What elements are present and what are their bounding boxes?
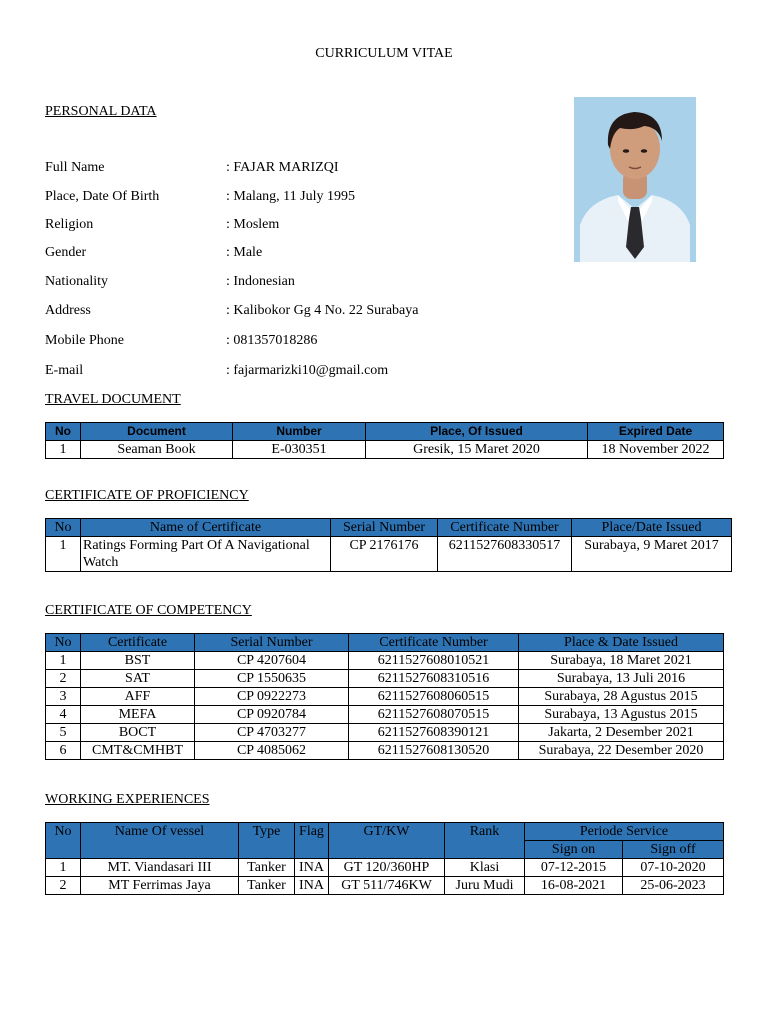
field-label: Address — [45, 303, 91, 318]
table-cell: 6 — [46, 742, 81, 760]
table-cell: GT 511/746KW — [329, 877, 445, 895]
field-value: : Moslem — [226, 217, 280, 232]
header-cell: No — [46, 423, 81, 441]
header-cell: Expired Date — [588, 423, 724, 441]
competency-table — [45, 633, 724, 760]
field-full-name — [45, 160, 665, 178]
table-cell: Jakarta, 2 Desember 2021 — [519, 724, 724, 742]
field-address — [45, 303, 665, 321]
header-cell: Rank — [445, 823, 525, 859]
table-cell: 6211527608060515 — [349, 688, 519, 706]
table-row — [46, 688, 724, 706]
table-cell: 07-10-2020 — [623, 859, 724, 877]
table-row — [46, 877, 724, 895]
field-label: Religion — [45, 217, 94, 232]
table-cell: 6211527608330517 — [438, 537, 572, 572]
table-cell: Surabaya, 22 Desember 2020 — [519, 742, 724, 760]
person-portrait-icon — [574, 97, 696, 262]
table-cell: AFF — [81, 688, 195, 706]
header-cell: Place & Date Issued — [519, 634, 724, 652]
table-cell: Juru Mudi — [445, 877, 525, 895]
table-cell: 1 — [46, 652, 81, 670]
table-header-row — [46, 519, 732, 537]
table-row — [46, 537, 732, 572]
table-cell: 4 — [46, 706, 81, 724]
table-cell: Surabaya, 13 Juli 2016 — [519, 670, 724, 688]
table-cell: Tanker — [239, 859, 295, 877]
field-label: Full Name — [45, 160, 105, 175]
personal-data-heading: PERSONAL DATA — [45, 104, 157, 119]
table-cell: 18 November 2022 — [588, 441, 724, 459]
field-label: Nationality — [45, 274, 108, 289]
header-cell: No — [46, 519, 81, 537]
header-cell: GT/KW — [329, 823, 445, 859]
table-cell: 1 — [46, 859, 81, 877]
header-cell: No — [46, 823, 81, 859]
table-cell: Ratings Forming Part Of A Navigational Watch — [81, 537, 331, 572]
header-cell: Serial Number — [195, 634, 349, 652]
working-experience-table — [45, 822, 724, 895]
table-cell: BOCT — [81, 724, 195, 742]
table-cell: CP 4207604 — [195, 652, 349, 670]
table-cell: Surabaya, 13 Agustus 2015 — [519, 706, 724, 724]
table-cell: Surabaya, 9 Maret 2017 — [572, 537, 732, 572]
table-cell: Seaman Book — [81, 441, 233, 459]
table-cell: CP 2176176 — [331, 537, 438, 572]
profile-photo — [574, 97, 696, 262]
table-cell: MT Ferrimas Jaya — [81, 877, 239, 895]
field-value: : FAJAR MARIZQI — [226, 160, 339, 175]
table-cell: 1 — [46, 441, 81, 459]
field-nationality — [45, 274, 665, 292]
table-cell: 6211527608310516 — [349, 670, 519, 688]
table-header-row — [46, 634, 724, 652]
table-cell: CMT&CMHBT — [81, 742, 195, 760]
table-cell: 1 — [46, 537, 81, 572]
table-cell: 25-06-2023 — [623, 877, 724, 895]
header-cell: Certificate Number — [438, 519, 572, 537]
field-value: : Kalibokor Gg 4 No. 22 Surabaya — [226, 303, 419, 318]
table-cell: 2 — [46, 877, 81, 895]
table-cell: GT 120/360HP — [329, 859, 445, 877]
travel-document-table — [45, 422, 724, 459]
header-cell: Place, Of Issued — [366, 423, 588, 441]
header-cell: Document — [81, 423, 233, 441]
table-cell: CP 4085062 — [195, 742, 349, 760]
table-cell: 6211527608390121 — [349, 724, 519, 742]
field-label: Gender — [45, 245, 87, 260]
field-value: : Malang, 11 July 1995 — [226, 189, 355, 204]
table-row — [46, 724, 724, 742]
table-cell: MEFA — [81, 706, 195, 724]
header-cell: Serial Number — [331, 519, 438, 537]
travel-document-heading: TRAVEL DOCUMENT — [45, 392, 181, 407]
header-cell: Certificate Number — [349, 634, 519, 652]
table-cell: Gresik, 15 Maret 2020 — [366, 441, 588, 459]
table-row — [46, 706, 724, 724]
field-religion — [45, 217, 665, 235]
table-cell: 6211527608130520 — [349, 742, 519, 760]
table-row — [46, 859, 724, 877]
field-value: : Male — [226, 245, 263, 260]
table-cell: 6211527608070515 — [349, 706, 519, 724]
table-cell: CP 4703277 — [195, 724, 349, 742]
table-cell: Tanker — [239, 877, 295, 895]
table-row — [46, 670, 724, 688]
header-cell: No — [46, 634, 81, 652]
field-email — [45, 363, 665, 381]
header-cell: Place/Date Issued — [572, 519, 732, 537]
table-cell: 3 — [46, 688, 81, 706]
table-cell: 6211527608010521 — [349, 652, 519, 670]
table-cell: E-030351 — [233, 441, 366, 459]
table-cell: CP 0922273 — [195, 688, 349, 706]
field-gender — [45, 245, 665, 263]
table-cell: INA — [295, 877, 329, 895]
table-cell: CP 1550635 — [195, 670, 349, 688]
header-cell: Name of Certificate — [81, 519, 331, 537]
working-experiences-heading: WORKING EXPERIENCES — [45, 792, 210, 807]
document-title: CURRICULUM VITAE — [315, 46, 453, 61]
table-cell: 16-08-2021 — [525, 877, 623, 895]
header-cell: Sign on — [525, 841, 623, 859]
table-cell: MT. Viandasari III — [81, 859, 239, 877]
header-cell: Periode Service — [525, 823, 724, 841]
table-cell: Klasi — [445, 859, 525, 877]
table-header-row — [46, 823, 724, 841]
table-cell: INA — [295, 859, 329, 877]
table-cell: 07-12-2015 — [525, 859, 623, 877]
header-cell: Sign off — [623, 841, 724, 859]
field-label: Mobile Phone — [45, 333, 124, 348]
table-header-row — [46, 423, 724, 441]
field-birth — [45, 189, 665, 207]
table-row — [46, 441, 724, 459]
table-row — [46, 742, 724, 760]
table-row — [46, 652, 724, 670]
table-cell: SAT — [81, 670, 195, 688]
field-value: : Indonesian — [226, 274, 295, 289]
table-cell: BST — [81, 652, 195, 670]
field-label: E-mail — [45, 363, 84, 378]
competency-heading: CERTIFICATE OF COMPETENCY — [45, 603, 252, 618]
header-cell: Flag — [295, 823, 329, 859]
field-value: : 081357018286 — [226, 333, 318, 348]
proficiency-table — [45, 518, 732, 572]
table-cell: CP 0920784 — [195, 706, 349, 724]
header-cell: Number — [233, 423, 366, 441]
table-cell: Surabaya, 18 Maret 2021 — [519, 652, 724, 670]
field-mobile-phone — [45, 333, 665, 351]
field-label: Place, Date Of Birth — [45, 189, 160, 204]
table-cell: Surabaya, 28 Agustus 2015 — [519, 688, 724, 706]
header-cell: Certificate — [81, 634, 195, 652]
header-cell: Type — [239, 823, 295, 859]
table-cell: 5 — [46, 724, 81, 742]
proficiency-heading: CERTIFICATE OF PROFICIENCY — [45, 488, 249, 503]
header-cell: Name Of vessel — [81, 823, 239, 859]
field-value: : fajarmarizki10@gmail.com — [226, 363, 389, 378]
table-cell: 2 — [46, 670, 81, 688]
